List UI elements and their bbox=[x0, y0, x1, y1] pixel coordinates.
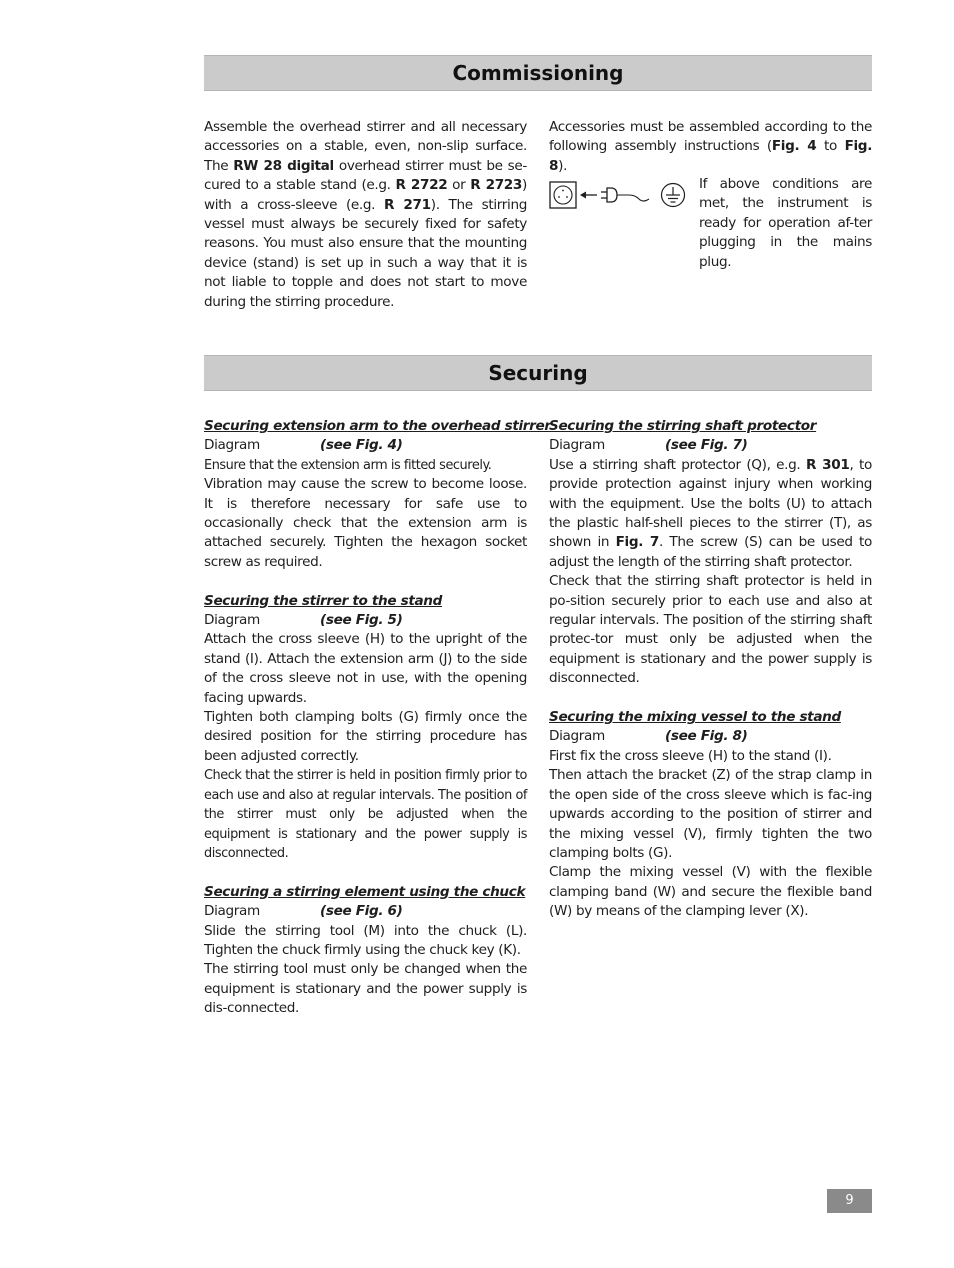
page-number: 9 bbox=[827, 1189, 872, 1213]
subsection-heading: Securing the stirring shaft protector bbox=[549, 418, 817, 434]
socket-icon bbox=[550, 182, 576, 208]
figure-ref: Fig. 8 bbox=[549, 138, 873, 174]
text-run: overhead stirrer must be se-cured to a stable stand (e.g. bbox=[204, 157, 527, 194]
earth-ground-icon bbox=[662, 184, 685, 207]
text-run: ) with a cross-sleeve (e.g. bbox=[204, 177, 527, 213]
diagram-label: Diagram bbox=[204, 437, 260, 454]
text-run: Use a stirring shaft protector (Q), e.g. bbox=[549, 456, 807, 473]
diagram-label: Diagram bbox=[204, 612, 260, 629]
subsection-heading: Securing the mixing vessel to the stand bbox=[549, 709, 841, 726]
power-connection-symbols bbox=[549, 180, 689, 210]
subsection-heading: Securing the stirrer to the stand bbox=[204, 592, 443, 609]
paragraph: The stirring tool must only be changed when the equipment is stationary and the power supply is dis-connected. bbox=[204, 961, 527, 1017]
diagram-reference bbox=[549, 727, 872, 746]
commissioning-right-column bbox=[549, 118, 872, 176]
subsection-heading: Securing extension arm to the overhead stirrer bbox=[204, 418, 551, 434]
diagram-label: Diagram bbox=[204, 903, 260, 920]
text-run: Assemble the overhead stirrer and all necessary accessories on a stable, even, non-slip surface. The bbox=[204, 119, 527, 174]
paragraph: Check that the stirring shaft protector is held in po-sition securely prior to each use and also at regular intervals. The position of the stirring shaft protec-tor must only be adjusted when the equipment is stationary and the power supply is disconnected. bbox=[549, 573, 872, 687]
figure-ref: Fig. 7 bbox=[615, 534, 660, 551]
diagram-reference bbox=[204, 611, 527, 630]
plug-icon bbox=[601, 188, 649, 202]
paragraph: Ensure that the extension arm is fitted securely. bbox=[204, 457, 492, 473]
paragraph: Slide the stirring tool (M) into the chuck (L). Tighten the chuck firmly using the chuck key (K). bbox=[204, 922, 527, 958]
paragraph bbox=[549, 456, 872, 572]
diagram-reference bbox=[549, 436, 872, 455]
commissioning-paragraph bbox=[204, 118, 527, 312]
paragraph: First fix the cross sleeve (H) to the stand (I). bbox=[549, 747, 832, 764]
text-run: or bbox=[447, 177, 471, 194]
paragraph: Attach the cross sleeve (H) to the upright of the stand (I). Attach the extension arm (J) to the side of the cross sleeve not in use, with the opening facing upwards. bbox=[204, 631, 527, 706]
part-number: R 271 bbox=[384, 196, 431, 213]
text-run: ). bbox=[558, 157, 568, 174]
figure-ref: (see Fig. 4) bbox=[320, 437, 403, 454]
securing-left-column bbox=[204, 417, 551, 1019]
diagram-reference bbox=[204, 902, 527, 921]
figure-ref: (see Fig. 7) bbox=[665, 437, 748, 454]
figure-ref: (see Fig. 5) bbox=[320, 612, 403, 629]
part-number: R 301 bbox=[806, 456, 850, 473]
figure-ref: (see Fig. 6) bbox=[320, 903, 403, 920]
paragraph: Then attach the bracket (Z) of the strap clamp in the open side of the cross sleeve which is fac-ing upwards according to the position of stirrer and the mixing vessel (V), firmly tighten the two clamping bolts (G). bbox=[549, 767, 872, 861]
part-number: R 2723 bbox=[470, 177, 523, 194]
paragraph: Vibration may cause the screw to become loose. It is therefore necessary for safe use to occasionally check that the extension arm is attached securely. Tighten the hexagon socket screw as required. bbox=[204, 476, 527, 570]
commissioning-heading: Commissioning bbox=[204, 55, 872, 91]
assembly-paragraph bbox=[549, 118, 872, 176]
text-run: ). The stirring vessel must always be securely fixed for safety reasons. You must also ensure that the mounting device (stand) is set up in such a way that it is not liable to topple and does not start to move during the stirring procedure. bbox=[204, 196, 528, 310]
diagram-reference bbox=[204, 436, 527, 455]
part-number: R 2722 bbox=[395, 177, 448, 194]
paragraph: Check that the stirrer is held in position firmly prior to each use and also at regular intervals. The position of the stirrer must only be adjusted when the equipment is stationary and the power supply is disconnected. bbox=[204, 768, 527, 861]
paragraph: Clamp the mixing vessel (V) with the flexible clamping band (W) and secure the flexible band (W) by means of the clamping lever (X). bbox=[549, 864, 872, 920]
model-name: RW 28 digital bbox=[233, 157, 334, 174]
subsection-heading: Securing a stirring element using the chuck bbox=[204, 883, 526, 900]
securing-right-column bbox=[549, 417, 872, 922]
text-run: to bbox=[816, 138, 845, 155]
figure-ref: (see Fig. 8) bbox=[665, 728, 748, 745]
text-run: . The screw (S) can be used to adjust the length of the stirring shaft protector. bbox=[549, 534, 873, 570]
operation-ready-note: If above conditions are met, the instrument is ready for operation af-ter plugging in the mains plug. bbox=[699, 176, 872, 270]
commissioning-left-column bbox=[204, 118, 527, 312]
text-run: , to provide protection against injury when working with the equipment. Use the bolts (U) to attach the plastic half-shell pieces to the stirrer (T), as shown in bbox=[549, 456, 873, 551]
text-run: Accessories must be assembled according to the following assembly instructions ( bbox=[549, 119, 872, 155]
figure-ref: Fig. 4 bbox=[771, 138, 817, 155]
diagram-label: Diagram bbox=[549, 728, 605, 745]
diagram-label: Diagram bbox=[549, 437, 605, 454]
securing-heading: Securing bbox=[204, 355, 872, 391]
paragraph: Tighten both clamping bolts (G) firmly once the desired position for the stirring procedure has been adjusted correctly. bbox=[204, 709, 527, 764]
arrow-icon bbox=[580, 192, 597, 199]
